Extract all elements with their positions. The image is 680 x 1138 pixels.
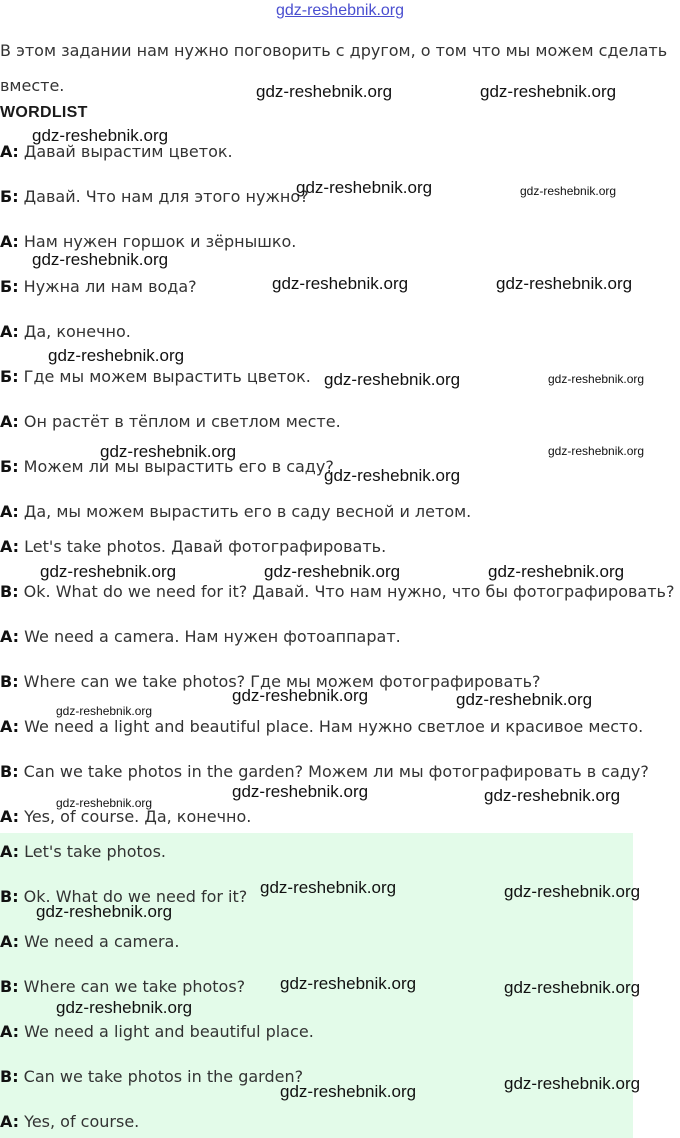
watermark-text: gdz-reshebnik.org (520, 184, 617, 198)
watermark-text: gdz-reshebnik.org (480, 82, 617, 101)
watermark-text: gdz-reshebnik.org (232, 782, 369, 801)
dialogue-line: Б: Нужна ли нам вода? (0, 277, 197, 296)
watermark-text: gdz-reshebnik.org (56, 704, 153, 718)
dialogue-line: Б: Где мы можем вырастить цветок. (0, 367, 311, 386)
watermark-text: gdz-reshebnik.org (484, 786, 621, 805)
watermark-text: gdz-reshebnik.org (272, 274, 409, 293)
watermark-text: gdz-reshebnik.org (324, 370, 461, 389)
dialogue-line: B: Ok. What do we need for it? (0, 887, 248, 906)
dialogue-line: A: We need a camera. Нам нужен фотоаппарат. (0, 627, 401, 646)
dialogue-line: А: Он растёт в тёплом и светлом месте. (0, 412, 341, 431)
watermark-text: gdz-reshebnik.org (488, 562, 625, 581)
dialogue-line: А: Да, мы можем вырастить его в саду весной и летом. (0, 502, 472, 521)
dialogue-line: А: Да, конечно. (0, 322, 131, 341)
dialogue-line: Б: Давай. Что нам для этого нужно? (0, 187, 309, 206)
watermark-text: gdz-reshebnik.org (280, 974, 417, 993)
dialogue-line: A: We need a camera. (0, 932, 180, 951)
dialogue-line: A: Yes, of course. Да, конечно. (0, 807, 252, 826)
dialogue-line: A: We need a light and beautiful place. (0, 1022, 314, 1041)
watermark-text: gdz-reshebnik.org (100, 442, 237, 461)
wordlist-heading: WORDLIST (0, 104, 88, 121)
watermark-text: gdz-reshebnik.org (232, 686, 369, 705)
watermark-text: gdz-reshebnik.org (260, 878, 397, 897)
intro-text: В этом задании нам нужно поговорить с другом, о том что мы можем сделать вместе. (0, 41, 668, 95)
watermark-text: gdz-reshebnik.org (324, 466, 461, 485)
dialogue-line: A: We need a light and beautiful place. Нам нужно светлое и красивое место. (0, 717, 644, 736)
watermark-text: gdz-reshebnik.org (548, 372, 645, 386)
watermark-text: gdz-reshebnik.org (496, 274, 633, 293)
watermark-text: gdz-reshebnik.org (56, 998, 193, 1017)
dialogue-line: А: Нам нужен горшок и зёрнышко. (0, 232, 297, 251)
dialogue-line: А: Давай вырастим цветок. (0, 142, 233, 161)
watermark-text: gdz-reshebnik.org (504, 1074, 641, 1093)
dialogue-line: B: Ok. What do we need for it? Давай. Что нам нужно, что бы фотографировать? (0, 582, 675, 601)
dialogue-line: Б: Можем ли мы вырастить его в саду? (0, 457, 334, 476)
watermark-text: gdz-reshebnik.org (456, 690, 593, 709)
watermark-text: gdz-reshebnik.org (48, 346, 185, 365)
dialogue-line: A: Let's take photos. (0, 842, 167, 861)
watermark-text: gdz-reshebnik.org (296, 178, 433, 197)
watermark-text: gdz-reshebnik.org (256, 82, 393, 101)
dialogue-line: B: Where can we take photos? (0, 977, 246, 996)
watermark-text: gdz-reshebnik.org (504, 978, 641, 997)
dialogue-line: B: Can we take photos in the garden? (0, 1067, 304, 1086)
watermark-text: gdz-reshebnik.org (504, 882, 641, 901)
dialogue-line: B: Can we take photos in the garden? Можем ли мы фотографировать в саду? (0, 762, 649, 781)
watermark-text: gdz-reshebnik.org (264, 562, 401, 581)
header-site-link[interactable]: gdz-reshebnik.org (275, 2, 405, 19)
dialogue-line: B: Where can we take photos? Где мы можем фотографировать? (0, 672, 541, 691)
watermark-text: gdz-reshebnik.org (32, 250, 169, 269)
dialogue-line: A: Let's take photos. Давай фотографировать. (0, 537, 387, 556)
dialogue-line: A: Yes, of course. (0, 1112, 140, 1131)
watermark-text: gdz-reshebnik.org (40, 562, 177, 581)
watermark-text: gdz-reshebnik.org (280, 1082, 417, 1101)
watermark-text: gdz-reshebnik.org (32, 126, 169, 145)
watermark-text: gdz-reshebnik.org (56, 796, 153, 810)
watermark-text: gdz-reshebnik.org (548, 444, 645, 458)
watermark-text: gdz-reshebnik.org (36, 902, 173, 921)
